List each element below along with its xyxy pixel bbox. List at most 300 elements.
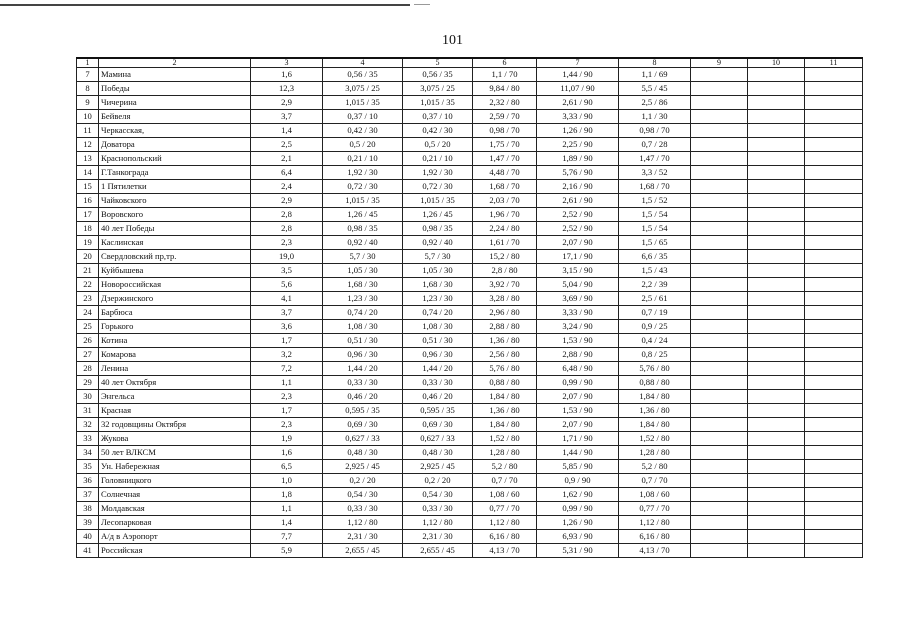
table-cell: 2,25 / 90 [537, 138, 619, 152]
table-row [77, 250, 863, 264]
table-cell [805, 278, 863, 292]
table-row [77, 152, 863, 166]
table-cell [691, 278, 748, 292]
table-cell: 1,015 / 35 [403, 96, 473, 110]
table-cell: 0,69 / 30 [403, 418, 473, 432]
table-row [77, 530, 863, 544]
table-cell: 0,99 / 90 [537, 376, 619, 390]
table-cell [691, 320, 748, 334]
scan-edge-line [0, 4, 410, 6]
table-cell: 5,76 / 80 [619, 362, 691, 376]
street-name-cell: 1 Пятилетки [99, 180, 251, 194]
table-cell: 0,2 / 20 [403, 474, 473, 488]
table-cell: 5,2 / 80 [619, 460, 691, 474]
table-cell: 2,24 / 80 [473, 222, 537, 236]
table-cell: 0,46 / 20 [403, 390, 473, 404]
table-cell [748, 166, 805, 180]
row-number-cell: 11 [77, 124, 99, 138]
street-name-cell: Чайковского [99, 194, 251, 208]
row-number-cell: 8 [77, 82, 99, 96]
table-cell: 1,96 / 70 [473, 208, 537, 222]
row-number-cell: 16 [77, 194, 99, 208]
table-cell: 6,16 / 80 [473, 530, 537, 544]
table-cell: 5,7 / 30 [403, 250, 473, 264]
table-cell: 5,85 / 90 [537, 460, 619, 474]
table-cell [691, 460, 748, 474]
table-cell: 0,96 / 30 [323, 348, 403, 362]
table-cell [748, 180, 805, 194]
table-cell [805, 474, 863, 488]
table-cell: 1,89 / 90 [537, 152, 619, 166]
table-cell: 3,24 / 90 [537, 320, 619, 334]
table-cell [748, 488, 805, 502]
table-cell [805, 390, 863, 404]
table-cell: 1,8 [251, 488, 323, 502]
table-cell: 2,61 / 90 [537, 194, 619, 208]
table-cell: 2,5 [251, 138, 323, 152]
table-cell: 0,77 / 70 [619, 502, 691, 516]
table-cell: 3,69 / 90 [537, 292, 619, 306]
table-cell: 2,59 / 70 [473, 110, 537, 124]
table-cell [805, 544, 863, 558]
table-cell [748, 348, 805, 362]
table-cell: 1,08 / 30 [323, 320, 403, 334]
table-cell: 1,015 / 35 [403, 194, 473, 208]
table-cell: 3,7 [251, 306, 323, 320]
table-cell [805, 180, 863, 194]
table-cell: 0,7 / 28 [619, 138, 691, 152]
table-row [77, 222, 863, 236]
table-row [77, 124, 863, 138]
table-cell [691, 264, 748, 278]
table-cell [748, 82, 805, 96]
table-cell: 0,69 / 30 [323, 418, 403, 432]
table-cell [748, 110, 805, 124]
table-cell [691, 208, 748, 222]
column-header: 3 [251, 58, 323, 68]
table-cell: 2,655 / 45 [323, 544, 403, 558]
table-cell: 0,46 / 20 [323, 390, 403, 404]
table-cell [805, 404, 863, 418]
table-cell: 1,1 / 70 [473, 68, 537, 82]
table-cell: 2,56 / 80 [473, 348, 537, 362]
table-cell: 0,98 / 35 [323, 222, 403, 236]
row-number-cell: 26 [77, 334, 99, 348]
table-cell [805, 530, 863, 544]
table-cell: 2,31 / 30 [403, 530, 473, 544]
table-cell: 0,33 / 30 [403, 376, 473, 390]
table-cell [691, 404, 748, 418]
table-row [77, 418, 863, 432]
table-cell [691, 82, 748, 96]
table-row [77, 460, 863, 474]
row-number-cell: 24 [77, 306, 99, 320]
table-cell: 2,88 / 80 [473, 320, 537, 334]
row-number-cell: 30 [77, 390, 99, 404]
table-cell: 0,92 / 40 [323, 236, 403, 250]
table-cell [805, 460, 863, 474]
row-number-cell: 15 [77, 180, 99, 194]
table-row [77, 334, 863, 348]
table-cell [748, 502, 805, 516]
table-cell [805, 306, 863, 320]
table-cell [691, 138, 748, 152]
table-cell [805, 320, 863, 334]
row-number-cell: 12 [77, 138, 99, 152]
table-cell [691, 180, 748, 194]
table-cell: 0,74 / 20 [323, 306, 403, 320]
street-name-cell: 40 лет Октября [99, 376, 251, 390]
row-number-cell: 18 [77, 222, 99, 236]
row-number-cell: 19 [77, 236, 99, 250]
table-cell [805, 194, 863, 208]
row-number-cell: 35 [77, 460, 99, 474]
street-name-cell: Горького [99, 320, 251, 334]
table-cell [748, 432, 805, 446]
table-row [77, 446, 863, 460]
table-cell: 1,68 / 30 [323, 278, 403, 292]
street-name-cell: 32 годовщины Октября [99, 418, 251, 432]
row-number-cell: 27 [77, 348, 99, 362]
table-cell: 2,07 / 90 [537, 236, 619, 250]
table-cell: 19,0 [251, 250, 323, 264]
table-cell [748, 516, 805, 530]
table-cell: 1,1 / 69 [619, 68, 691, 82]
table-cell [691, 362, 748, 376]
table-cell [805, 152, 863, 166]
street-name-cell: Победы [99, 82, 251, 96]
table-cell: 0,21 / 10 [403, 152, 473, 166]
table-cell: 2,52 / 90 [537, 208, 619, 222]
table-row [77, 516, 863, 530]
table-cell [748, 376, 805, 390]
table-cell: 0,37 / 10 [323, 110, 403, 124]
street-name-cell: Котина [99, 334, 251, 348]
table-cell: 3,33 / 90 [537, 110, 619, 124]
table-cell [691, 348, 748, 362]
table-cell [748, 544, 805, 558]
row-number-cell: 29 [77, 376, 99, 390]
street-name-cell: Энгельса [99, 390, 251, 404]
table-row [77, 194, 863, 208]
table-cell: 1,44 / 20 [403, 362, 473, 376]
table-cell [805, 334, 863, 348]
table-row [77, 390, 863, 404]
table-cell [748, 250, 805, 264]
table-cell: 2,1 [251, 152, 323, 166]
table-cell: 0,7 / 70 [619, 474, 691, 488]
row-number-cell: 21 [77, 264, 99, 278]
table-cell [748, 390, 805, 404]
table-cell [691, 166, 748, 180]
row-number-cell: 23 [77, 292, 99, 306]
table-cell: 17,1 / 90 [537, 250, 619, 264]
table-cell: 7,2 [251, 362, 323, 376]
street-name-cell: Головницкого [99, 474, 251, 488]
street-name-cell: Г.Танкограда [99, 166, 251, 180]
row-number-cell: 38 [77, 502, 99, 516]
table-cell [748, 152, 805, 166]
row-number-cell: 40 [77, 530, 99, 544]
street-name-cell: Молдавская [99, 502, 251, 516]
table-cell [805, 208, 863, 222]
table-cell [805, 446, 863, 460]
column-header: 7 [537, 58, 619, 68]
table-cell [805, 222, 863, 236]
table-cell: 5,9 [251, 544, 323, 558]
street-name-cell: Ун. Набережная [99, 460, 251, 474]
table-cell [805, 124, 863, 138]
table-cell [748, 474, 805, 488]
table-cell: 3,7 [251, 110, 323, 124]
data-table [76, 57, 863, 558]
table-cell: 2,5 / 86 [619, 96, 691, 110]
street-name-cell: Куйбышева [99, 264, 251, 278]
row-number-cell: 39 [77, 516, 99, 530]
row-number-cell: 37 [77, 488, 99, 502]
table-cell [691, 68, 748, 82]
table-cell [805, 292, 863, 306]
street-name-cell: 40 лет Победы [99, 222, 251, 236]
table-cell: 1,53 / 90 [537, 404, 619, 418]
table-header-row [77, 58, 863, 68]
table-cell [691, 516, 748, 530]
row-number-cell: 17 [77, 208, 99, 222]
street-name-cell: Красная [99, 404, 251, 418]
table-cell: 2,03 / 70 [473, 194, 537, 208]
street-name-cell: Новороссийская [99, 278, 251, 292]
table-cell: 5,76 / 90 [537, 166, 619, 180]
table-cell: 2,52 / 90 [537, 222, 619, 236]
table-cell: 6,16 / 80 [619, 530, 691, 544]
table-cell [748, 236, 805, 250]
table-cell: 0,92 / 40 [403, 236, 473, 250]
table-cell: 1,53 / 90 [537, 334, 619, 348]
table-cell: 0,51 / 30 [323, 334, 403, 348]
table-cell: 3,075 / 25 [323, 82, 403, 96]
table-cell: 1,84 / 80 [473, 390, 537, 404]
table-cell [691, 502, 748, 516]
table-cell: 3,92 / 70 [473, 278, 537, 292]
table-cell [691, 376, 748, 390]
street-name-cell: Жукова [99, 432, 251, 446]
row-number-cell: 33 [77, 432, 99, 446]
table-cell: 0,48 / 30 [323, 446, 403, 460]
table-cell: 1,1 [251, 376, 323, 390]
table-cell: 0,5 / 20 [403, 138, 473, 152]
street-name-cell: Доватора [99, 138, 251, 152]
table-cell: 1,08 / 30 [403, 320, 473, 334]
table-cell [805, 96, 863, 110]
table-row [77, 264, 863, 278]
table-cell: 1,23 / 30 [323, 292, 403, 306]
table-cell: 1,71 / 90 [537, 432, 619, 446]
street-name-cell: А/д в Аэропорт [99, 530, 251, 544]
table-cell [748, 320, 805, 334]
table-cell: 1,5 / 52 [619, 194, 691, 208]
table-cell: 1,0 [251, 474, 323, 488]
table-cell: 0,96 / 30 [403, 348, 473, 362]
table-cell [691, 390, 748, 404]
table-cell: 3,28 / 80 [473, 292, 537, 306]
table-cell: 1,92 / 30 [403, 166, 473, 180]
table-cell [748, 208, 805, 222]
table-cell: 1,12 / 80 [473, 516, 537, 530]
street-name-cell: Бейвеля [99, 110, 251, 124]
table-cell: 1,7 [251, 334, 323, 348]
table-cell: 0,2 / 20 [323, 474, 403, 488]
table-cell [748, 292, 805, 306]
table-cell: 12,3 [251, 82, 323, 96]
table-cell: 0,56 / 35 [403, 68, 473, 82]
street-name-cell: Свердловский пр,тр. [99, 250, 251, 264]
table-row [77, 292, 863, 306]
table-cell: 2,9 [251, 96, 323, 110]
street-name-cell: Комарова [99, 348, 251, 362]
column-header: 9 [691, 58, 748, 68]
table-cell: 3,075 / 25 [403, 82, 473, 96]
table-cell: 1,23 / 30 [403, 292, 473, 306]
table-cell [748, 124, 805, 138]
row-number-cell: 9 [77, 96, 99, 110]
row-number-cell: 22 [77, 278, 99, 292]
table-cell: 2,655 / 45 [403, 544, 473, 558]
table-cell: 1,12 / 80 [323, 516, 403, 530]
table-cell: 0,42 / 30 [403, 124, 473, 138]
table-cell: 0,9 / 90 [537, 474, 619, 488]
table-cell: 1,47 / 70 [473, 152, 537, 166]
table-cell: 2,3 [251, 236, 323, 250]
column-header: 1 [77, 58, 99, 68]
table-cell [748, 96, 805, 110]
table-cell [748, 306, 805, 320]
table-cell: 2,925 / 45 [323, 460, 403, 474]
table-cell [805, 418, 863, 432]
table-row [77, 502, 863, 516]
table-cell: 15,2 / 80 [473, 250, 537, 264]
table-cell [691, 446, 748, 460]
table-cell: 1,84 / 80 [473, 418, 537, 432]
column-header: 4 [323, 58, 403, 68]
street-name-cell: Воровского [99, 208, 251, 222]
table-cell: 11,07 / 90 [537, 82, 619, 96]
row-number-cell: 28 [77, 362, 99, 376]
table-row [77, 236, 863, 250]
table-cell: 1,68 / 70 [473, 180, 537, 194]
table-cell: 1,05 / 30 [323, 264, 403, 278]
table-cell: 2,07 / 90 [537, 418, 619, 432]
table-row [77, 544, 863, 558]
street-name-cell: Барбюса [99, 306, 251, 320]
table-cell: 5,31 / 90 [537, 544, 619, 558]
table-row [77, 138, 863, 152]
table-row [77, 180, 863, 194]
table-cell: 0,56 / 35 [323, 68, 403, 82]
row-number-cell: 7 [77, 68, 99, 82]
table-cell [691, 488, 748, 502]
table-cell: 1,44 / 20 [323, 362, 403, 376]
table-cell: 0,42 / 30 [323, 124, 403, 138]
table-cell [805, 264, 863, 278]
table-cell: 1,52 / 80 [619, 432, 691, 446]
table-cell: 6,6 / 35 [619, 250, 691, 264]
table-cell [748, 362, 805, 376]
table-cell: 3,6 [251, 320, 323, 334]
table-cell: 4,1 [251, 292, 323, 306]
table-cell [691, 250, 748, 264]
table-cell [805, 250, 863, 264]
table-cell: 1,75 / 70 [473, 138, 537, 152]
table-cell: 0,37 / 10 [403, 110, 473, 124]
page-number: 101 [442, 33, 463, 48]
table-cell: 5,2 / 80 [473, 460, 537, 474]
table-cell: 2,32 / 80 [473, 96, 537, 110]
table-cell: 0,33 / 30 [323, 376, 403, 390]
row-number-cell: 10 [77, 110, 99, 124]
table-cell: 1,6 [251, 68, 323, 82]
table-cell: 1,36 / 80 [473, 404, 537, 418]
table-cell: 5,5 / 45 [619, 82, 691, 96]
table-cell: 1,26 / 45 [403, 208, 473, 222]
table-cell: 2,8 / 80 [473, 264, 537, 278]
street-name-cell: Солнечная [99, 488, 251, 502]
table-cell [691, 152, 748, 166]
column-header: 6 [473, 58, 537, 68]
table-cell: 0,74 / 20 [403, 306, 473, 320]
street-name-cell: Ленина [99, 362, 251, 376]
table-cell: 2,3 [251, 390, 323, 404]
table-cell: 5,6 [251, 278, 323, 292]
table-cell: 1,84 / 80 [619, 390, 691, 404]
table-row [77, 348, 863, 362]
table-cell: 4,13 / 70 [619, 544, 691, 558]
table-cell [691, 474, 748, 488]
row-number-cell: 34 [77, 446, 99, 460]
table-cell: 1,44 / 90 [537, 68, 619, 82]
table-cell: 1,5 / 54 [619, 222, 691, 236]
table-row [77, 110, 863, 124]
table-cell [748, 418, 805, 432]
table-cell: 6,4 [251, 166, 323, 180]
table-cell: 0,88 / 80 [619, 376, 691, 390]
table-cell: 1,62 / 90 [537, 488, 619, 502]
table-cell: 2,4 [251, 180, 323, 194]
table-row [77, 208, 863, 222]
table-row [77, 488, 863, 502]
table-cell: 1,26 / 90 [537, 124, 619, 138]
table-cell: 0,33 / 30 [323, 502, 403, 516]
table-cell: 3,2 [251, 348, 323, 362]
table-cell [805, 348, 863, 362]
table-cell [748, 264, 805, 278]
table-cell: 1,92 / 30 [323, 166, 403, 180]
table-cell: 1,12 / 80 [619, 516, 691, 530]
street-name-cell: Каслинская [99, 236, 251, 250]
table-cell: 1,08 / 60 [619, 488, 691, 502]
table-cell: 1,84 / 80 [619, 418, 691, 432]
row-number-cell: 32 [77, 418, 99, 432]
table-cell: 3,3 / 52 [619, 166, 691, 180]
table-cell: 0,77 / 70 [473, 502, 537, 516]
table-cell: 0,8 / 25 [619, 348, 691, 362]
table-cell: 1,5 / 54 [619, 208, 691, 222]
table-row [77, 96, 863, 110]
table-cell: 0,21 / 10 [323, 152, 403, 166]
table-cell: 6,48 / 90 [537, 362, 619, 376]
table-cell: 1,015 / 35 [323, 96, 403, 110]
table-cell: 0,98 / 70 [473, 124, 537, 138]
table-cell [691, 194, 748, 208]
